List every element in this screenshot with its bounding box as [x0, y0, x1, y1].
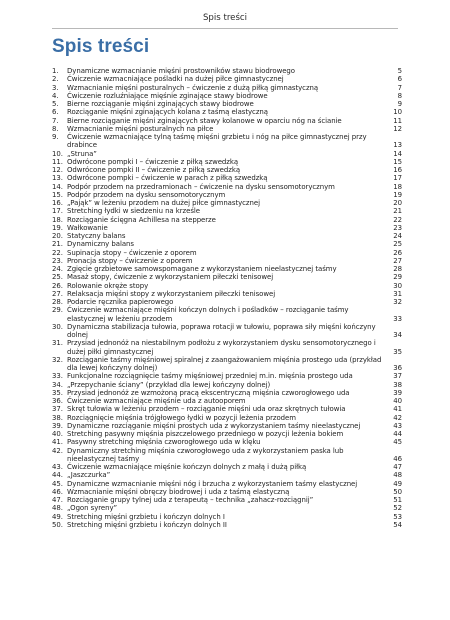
toc-entry-title: Rozciąganie taśmy mięśniowej spiralnej z zaangażowaniem mięśnia prostego uda (przykład dla lewej kończyny dolnej)	[67, 355, 382, 372]
toc-entry-page-number: 44	[393, 430, 402, 438]
toc-entry-page-number: 20	[393, 199, 402, 207]
toc-entry-title: Dynamiczna stabilizacja tułowia, poprawa rotacji w tułowiu, poprawa siły mięśni kończyny dolnej	[67, 322, 376, 339]
toc-entry	[52, 480, 402, 488]
toc-entry-title: Skręt tułowia w leżeniu przodem – rozciąganie mięśni uda oraz skrętnych tułowia	[67, 405, 346, 414]
toc-entry	[52, 471, 402, 479]
toc-entry-page-number: 46	[393, 454, 402, 463]
toc-entry	[52, 183, 402, 191]
toc-entry	[52, 158, 402, 166]
toc-entry-title: Rolowanie okręże stopy	[67, 281, 149, 290]
toc-entry	[52, 117, 402, 125]
toc-entry	[52, 521, 402, 529]
toc-entry	[52, 422, 402, 430]
toc-entry	[52, 430, 402, 438]
toc-entry-number: 35.	[52, 388, 63, 397]
toc-entry-title: Wałkowanie	[67, 223, 108, 232]
toc-entry-title: „Jaszczurka”	[67, 471, 111, 480]
toc-entry-page-number: 6	[397, 75, 402, 84]
toc-entry-number: 3.	[52, 83, 59, 92]
toc-entry	[52, 67, 402, 75]
toc-entry	[52, 414, 402, 422]
page-title: Spis treści	[52, 36, 150, 57]
toc-entry	[52, 397, 402, 405]
running-header: Spis treści	[202, 13, 248, 23]
toc-entry-title: Masaż stopy, ćwiczenie z wykorzystaniem piłeczki tenisowej	[67, 273, 274, 282]
toc-entry-title: Ćwiczenie wzmacniające mięśni kończyn dolnych i pośladków – rozciąganie taśmy elastycznej w leżeniu przodem	[67, 306, 349, 323]
toc-entry	[52, 298, 402, 306]
toc-entry-number: 45.	[52, 479, 63, 488]
toc-entry-page-number: 13	[393, 141, 402, 150]
toc-entry-number: 23.	[52, 256, 63, 265]
toc-entry-page-number: 11	[393, 116, 402, 125]
toc-entry-page-number: 43	[393, 421, 402, 430]
toc-entry-number: 28.	[52, 298, 63, 306]
toc-entry	[52, 100, 402, 108]
toc-entry-number: 22.	[52, 248, 63, 257]
toc-entry-number: 34.	[52, 380, 63, 389]
toc-entry-number: 30.	[52, 322, 63, 331]
toc-entry-number: 36.	[52, 397, 63, 405]
toc-entry	[52, 488, 402, 496]
toc-entry	[52, 323, 402, 340]
toc-entry-number: 42.	[52, 446, 63, 455]
toc-entry-page-number: 21	[393, 207, 402, 216]
toc-entry	[52, 381, 402, 389]
toc-entry-page-number: 18	[393, 182, 402, 191]
toc-entry	[52, 199, 402, 207]
toc-entry-page-number: 26	[393, 248, 402, 257]
toc-entry	[52, 496, 402, 504]
toc-entry-number: 39.	[52, 421, 63, 430]
toc-entry-number: 8.	[52, 124, 59, 133]
toc-entry-page-number: 54	[393, 520, 402, 529]
toc-entry	[52, 389, 402, 397]
toc-entry-title: Odwrócone pompki I – ćwiczenie z piłką szwedzką	[67, 157, 239, 166]
toc-entry-title: Ćwiczenie rozluźniające mięśnie zginające stawy biodrowe	[67, 91, 268, 100]
toc-entry-page-number: 48	[393, 471, 402, 480]
toc-entry-page-number: 39	[393, 388, 402, 397]
toc-entry	[52, 372, 402, 380]
toc-entry-title: Ćwiczenie wzmacniające mięśnie kończyn dolnych z małą i dużą piłką	[67, 463, 307, 471]
toc-entry-title: Wzmacnianie mięśni posturalnych – ćwiczenie z dużą piłką gimnastyczną	[67, 83, 319, 92]
toc-entry	[52, 166, 402, 174]
toc-entry-page-number: 25	[393, 240, 402, 249]
toc-entry-title: Pasywny stretching mięśnia czworogłowego uda w klęku	[67, 438, 261, 447]
toc-entry-page-number: 22	[393, 215, 402, 224]
toc-entry-number: 48.	[52, 504, 63, 513]
toc-entry-page-number: 10	[393, 108, 402, 117]
toc-entry-number: 27.	[52, 289, 63, 298]
toc-entry-page-number: 29	[393, 273, 402, 282]
toc-entry-title: Bierne rozciąganie mięśni zginających stawy kolanowe w oparciu nóg na ścianie	[67, 116, 342, 125]
toc-entry	[52, 290, 402, 298]
toc-entry-title: Ćwiczenie wzmacniające mięśnie uda z autooporem	[67, 397, 246, 405]
toc-entry-number: 19.	[52, 223, 63, 232]
toc-entry	[52, 273, 402, 281]
toc-entry-title: Dynamiczne wzmacnianie mięśni prostowników stawu biodrowego	[67, 67, 295, 75]
toc-entry	[52, 84, 402, 92]
toc-entry	[52, 463, 402, 471]
toc-entry-number: 18.	[52, 215, 63, 224]
toc-entry	[52, 447, 402, 464]
toc-entry-page-number: 15	[393, 157, 402, 166]
toc-entry-page-number: 28	[393, 265, 402, 273]
toc-entry-title: Podarcie ręcznika papierowego	[67, 298, 174, 306]
toc-entry-title: „Struna”	[67, 149, 97, 158]
toc-entry	[52, 240, 402, 248]
toc-entry-number: 37.	[52, 405, 63, 414]
toc-entry-number: 13.	[52, 174, 63, 183]
toc-entry	[52, 133, 402, 150]
toc-entry-title: „Przepychanie ściany” (przykład dla lewej kończyny dolnej)	[67, 380, 271, 389]
toc-entry-page-number: 35	[393, 347, 402, 356]
toc-entry-number: 40.	[52, 430, 63, 438]
toc-entry	[52, 216, 402, 224]
toc-entry-title: Dynamiczne wzmacnianie mięśni nóg i brzucha z wykorzystaniem taśmy elastycznej	[67, 479, 358, 488]
toc-entry	[52, 174, 402, 182]
toc-entry	[52, 108, 402, 116]
toc-entry-title: Dynamiczny stretching mięśnia czworogłowego uda z wykorzystaniem paska lub nieelastycznej taśmy	[67, 446, 344, 463]
toc-entry-title: Zgięcie grzbietowe samowspomagane z wykorzystaniem nieelastycznej taśmy	[67, 265, 337, 273]
toc-entry-title: Supinacja stopy – ćwiczenie z oporem	[67, 248, 197, 257]
toc-entry-title: „Pająk” w leżeniu przodem na dużej piłce gimnastycznej	[67, 199, 260, 207]
toc-entry	[52, 405, 402, 413]
toc-entry-page-number: 51	[393, 496, 402, 504]
toc-entry-page-number: 38	[393, 380, 402, 389]
toc-entry-page-number: 32	[393, 298, 402, 306]
toc-entry-number: 10.	[52, 149, 63, 158]
toc-entry-page-number: 7	[397, 83, 402, 92]
toc-entry-title: Rozciągnięcie mięśnia trójgłowego łydki w pozycji leżenia przodem	[67, 413, 296, 422]
toc-entry	[52, 75, 402, 83]
toc-entry	[52, 249, 402, 257]
toc-entry-page-number: 17	[393, 174, 402, 183]
toc-entry-number: 50.	[52, 520, 63, 529]
toc-entry-title: Funkcjonalne rozciągnięcie taśmy mięśniowej przedniej m.in. mięśnia prostego uda	[67, 372, 353, 381]
toc-entry	[52, 306, 402, 323]
toc-entry-number: 14.	[52, 182, 63, 191]
toc-entry-number: 33.	[52, 372, 63, 381]
toc-entry-page-number: 31	[393, 289, 402, 298]
toc-entry-title: „Ogon syreny”	[67, 504, 118, 513]
toc-entry-title: Stretching mięśni grzbietu i kończyn dolnych I	[67, 512, 225, 521]
toc-entry	[52, 92, 402, 100]
toc-entry-page-number: 50	[393, 487, 402, 496]
toc-entry-page-number: 49	[393, 479, 402, 488]
toc-entry-number: 29.	[52, 306, 63, 315]
toc-entry-number: 1.	[52, 67, 59, 75]
toc-entry-number: 7.	[52, 116, 59, 125]
toc-entry-number: 4.	[52, 91, 59, 100]
toc-entry-title: Pronacja stopy – ćwiczenie z oporem	[67, 256, 193, 265]
toc-entry-page-number: 33	[393, 314, 402, 323]
toc-entry	[52, 265, 402, 273]
toc-entry-page-number: 47	[393, 463, 402, 471]
toc-entry-number: 5.	[52, 100, 59, 108]
toc-entry	[52, 224, 402, 232]
toc-entry-number: 6.	[52, 108, 59, 117]
toc-entry-title: Podpór przodem na dysku sensomotorycznym	[67, 190, 226, 199]
toc-entry-number: 41.	[52, 438, 63, 447]
toc-entry-page-number: 52	[393, 504, 402, 513]
toc-entry-page-number: 8	[397, 91, 402, 100]
toc-entry-number: 31.	[52, 339, 63, 348]
toc-entry-page-number: 5	[397, 67, 402, 75]
toc-entry	[52, 504, 402, 512]
toc-entry-number: 46.	[52, 487, 63, 496]
toc-entry	[52, 513, 402, 521]
toc-entry-page-number: 37	[393, 372, 402, 381]
toc-entry-title: Odwrócone pompki II – ćwiczenie z piłką szwedzką	[67, 166, 241, 174]
toc-entry-title: Rozciąganie mięśni zginających kolana z taśmą elastyczną	[67, 108, 268, 117]
toc-entry-number: 2.	[52, 75, 59, 84]
toc-entry-title: Stretching mięśni grzbietu i kończyn dolnych II	[67, 520, 227, 529]
toc-entry-title: Dynamiczne rozciąganie mięśni prostych uda z wykorzystaniem taśmy nieelastycznej	[67, 421, 361, 430]
toc-entry-number: 11.	[52, 157, 63, 166]
toc-entry-page-number: 24	[393, 232, 402, 240]
toc-entry-page-number: 23	[393, 223, 402, 232]
toc-entry-page-number: 36	[393, 364, 402, 372]
toc-entry-number: 38.	[52, 413, 63, 422]
toc-entry-page-number: 27	[393, 256, 402, 265]
toc-entry-page-number: 42	[393, 413, 402, 422]
toc-entry-number: 25.	[52, 273, 63, 282]
toc-entry	[52, 257, 402, 265]
toc-entry-title: Stretching łydki w siedzeniu na krześle	[67, 207, 201, 216]
toc-entry-page-number: 14	[393, 149, 402, 158]
toc-entry-title: Podpór przodem na przedramionach – ćwiczenie na dysku sensomotorycznym	[67, 182, 335, 191]
toc-entry-title: Dynamiczny balans	[67, 240, 134, 249]
toc-entry-title: Przysiad jednonóż ze wzmożoną pracą ekscentryczną mięśnia czworogłowego uda	[67, 388, 350, 397]
toc-entry-number: 15.	[52, 190, 63, 199]
toc-entry-title: Statyczny balans	[67, 232, 126, 240]
toc-entry-title: Rozciąganie grupy tylnej uda z terapeutą – technika „zahacz-rozciągnij”	[67, 496, 314, 504]
toc-entry-page-number: 45	[393, 438, 402, 447]
toc-entry-number: 26.	[52, 281, 63, 290]
toc-entry	[52, 339, 402, 356]
toc-entry-number: 43.	[52, 463, 63, 471]
toc-entry-page-number: 12	[393, 124, 402, 133]
toc-entry-number: 44.	[52, 471, 63, 480]
toc-entry	[52, 207, 402, 215]
toc-entry-page-number: 41	[393, 405, 402, 414]
toc-entry-title: Przysiad jednonóż na niestabilnym podłożu z wykorzystaniem dysku sensomotorycznego i dużej piłki gimnastycznej	[67, 339, 376, 356]
header-rule	[52, 28, 398, 29]
toc-entry-number: 32.	[52, 355, 63, 364]
toc-entry	[52, 282, 402, 290]
toc-entry-title: Odwrócone pompki – ćwiczenie w parach z piłką szwedzką	[67, 174, 268, 183]
toc-entry-title: Wzmacnianie mięśni posturalnych na piłce	[67, 124, 214, 133]
toc-entry-number: 49.	[52, 512, 63, 521]
toc-entry-number: 9.	[52, 133, 59, 141]
toc-entry-number: 20.	[52, 232, 63, 240]
toc-entry-number: 12.	[52, 166, 63, 174]
toc-entry-number: 24.	[52, 265, 63, 273]
toc-entry	[52, 232, 402, 240]
toc-entry-title: Wzmacnianie mięśni obręczy biodrowej i uda z taśmą elastyczną	[67, 487, 290, 496]
toc-entry-page-number: 19	[393, 190, 402, 199]
toc-entry-title: Stretching pasywny mięśnia piszczelowego przedniego w pozycji leżenia bokiem	[67, 430, 344, 438]
toc-entry-page-number: 34	[393, 331, 402, 339]
toc-entry-number: 21.	[52, 240, 63, 249]
toc-entry	[52, 150, 402, 158]
table-of-contents	[52, 67, 402, 529]
toc-entry-page-number: 30	[393, 281, 402, 290]
toc-entry	[52, 356, 402, 373]
toc-entry-number: 47.	[52, 496, 63, 504]
toc-entry-page-number: 16	[393, 166, 402, 174]
toc-entry-title: Relaksacja mięśni stopy z wykorzystaniem piłeczki tenisowej	[67, 289, 276, 298]
toc-entry-number: 16.	[52, 199, 63, 207]
toc-entry	[52, 191, 402, 199]
toc-entry	[52, 125, 402, 133]
toc-entry-title: Bierne rozciąganie mięśni zginających stawy biodrowe	[67, 100, 254, 108]
toc-entry-title: Ćwiczenie wzmacniające pośladki na dużej piłce gimnastycznej	[67, 75, 284, 84]
toc-entry-title: Rozciąganie ścięgna Achillesa na stepperze	[67, 215, 216, 224]
toc-entry-page-number: 9	[397, 100, 402, 108]
toc-entry-title: Ćwiczenie wzmacniające tylną taśmę mięśni grzbietu i nóg na piłce gimnastycznej przy drabince	[67, 133, 367, 150]
toc-entry	[52, 438, 402, 446]
toc-entry-page-number: 53	[393, 512, 402, 521]
toc-entry-page-number: 40	[393, 397, 402, 405]
toc-entry-number: 17.	[52, 207, 63, 216]
